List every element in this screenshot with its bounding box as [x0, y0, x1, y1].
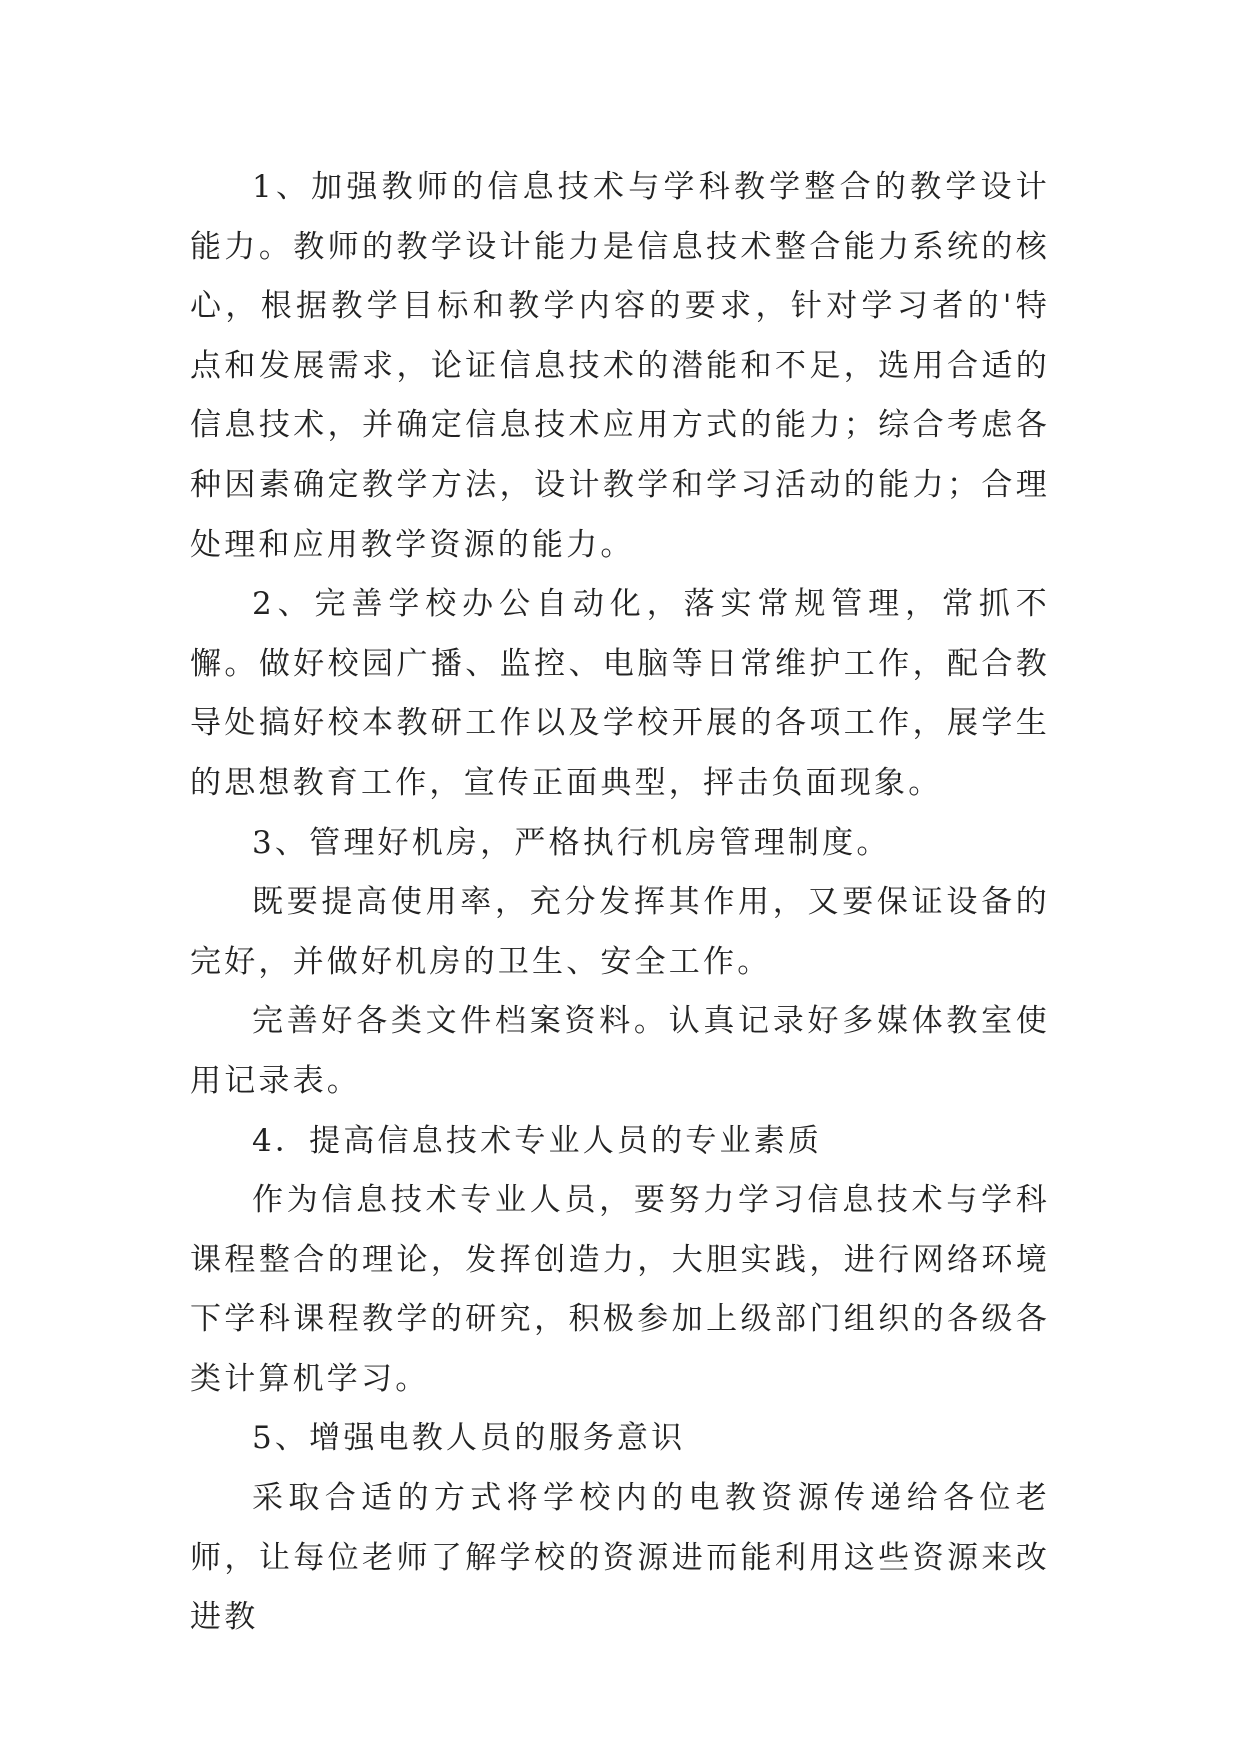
paragraph-3: 3、管理好机房，严格执行机房管理制度。 — [252, 824, 891, 861]
paragraph-9: 采取合适的方式将学校内的电教资源传递给各位老师，让每位老师了解学校的资源进而能利用这些资源来改进教 — [190, 1480, 1050, 1636]
paragraph-4: 既要提高使用率，充分发挥其作用，又要保证设备的完好，并做好机房的卫生、安全工作。 — [190, 884, 1050, 980]
paragraph-7: 作为信息技术专业人员，要努力学习信息技术与学科课程整合的理论，发挥创造力，大胆实践，进行网络环境下学科课程教学的研究，积极参加上级部门组织的各级各类计算机学习。 — [190, 1182, 1050, 1397]
paragraph-5: 完善好各类文件档案资料。认真记录好多媒体教室使用记录表。 — [190, 1003, 1050, 1099]
paragraph-2: 2、完善学校办公自动化，落实常规管理，常抓不懈。做好校园广播、监控、电脑等日常维护工作，配合教导处搞好校本教研工作以及学校开展的各项工作，展学生的思想教育工作，宣传正面典型，抨击负面现象。 — [190, 586, 1050, 801]
paragraph-8: 5、增强电教人员的服务意识 — [252, 1420, 686, 1457]
document-body — [190, 158, 1050, 1648]
paragraph-6: 4．提高信息技术专业人员的专业素质 — [252, 1122, 823, 1159]
paragraph-1: 1、加强教师的信息技术与学科教学整合的教学设计能力。教师的教学设计能力是信息技术整合能力系统的核心，根据教学目标和教学内容的要求，针对学习者的'特点和发展需求，论证信息技术的潜能和不足，选用合适的信息技术，并确定信息技术应用方式的能力；综合考虑各种因素确定教学方法，设计教学和学习活动的能力；合理处理和应用教学资源的能力。 — [190, 169, 1050, 563]
